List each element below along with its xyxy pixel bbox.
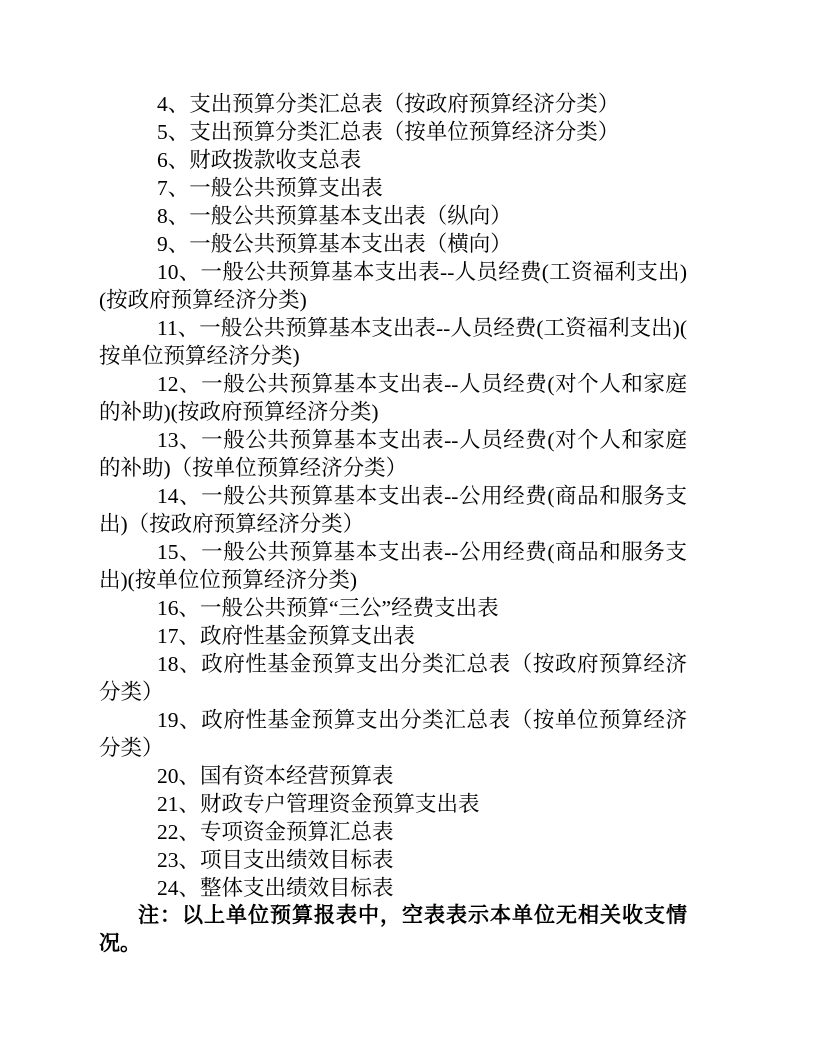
list-item-14: 14、一般公共预算基本支出表--公用经费(商品和服务支出)（按政府预算经济分类） <box>99 484 687 536</box>
list-item-19: 19、政府性基金预算支出分类汇总表（按单位预算经济分类） <box>99 708 687 760</box>
list-item-13: 13、一般公共预算基本支出表--人员经费(对个人和家庭的补助)（按单位预算经济分类） <box>99 428 687 480</box>
list-item-24: 24、整体支出绩效目标表 <box>157 876 394 900</box>
list-item-11: 11、一般公共预算基本支出表--人员经费(工资福利支出)(按单位预算经济分类) <box>99 316 687 368</box>
list-item-15: 15、一般公共预算基本支出表--公用经费(商品和服务支出)(按单位位预算经济分类) <box>99 540 687 592</box>
list-item-10: 10、一般公共预算基本支出表--人员经费(工资福利支出)(按政府预算经济分类) <box>99 260 687 312</box>
list-item-8: 8、一般公共预算基本支出表（纵向） <box>157 204 512 228</box>
list-item-21: 21、财政专户管理资金预算支出表 <box>157 792 480 816</box>
list-item-20: 20、国有资本经营预算表 <box>157 764 394 788</box>
list-item-16: 16、一般公共预算“三公”经费支出表 <box>157 596 499 620</box>
list-item-17: 17、政府性基金预算支出表 <box>157 624 416 648</box>
list-item-7: 7、一般公共预算支出表 <box>157 176 383 200</box>
list-item-18: 18、政府性基金预算支出分类汇总表（按政府预算经济分类） <box>99 652 687 704</box>
list-item-4: 4、支出预算分类汇总表（按政府预算经济分类） <box>157 92 620 116</box>
list-item-22: 22、专项资金预算汇总表 <box>157 820 394 844</box>
list-item-5: 5、支出预算分类汇总表（按单位预算经济分类） <box>157 120 620 144</box>
budget-table-list <box>99 90 687 958</box>
list-item-6: 6、财政拨款收支总表 <box>157 148 362 172</box>
list-item-9: 9、一般公共预算基本支出表（横向） <box>157 232 512 256</box>
list-item-12: 12、一般公共预算基本支出表--人员经费(对个人和家庭的补助)(按政府预算经济分类) <box>99 372 687 424</box>
list-item-23: 23、项目支出绩效目标表 <box>157 848 394 872</box>
note-line: 注：以上单位预算报表中，空表表示本单位无相关收支情况。 <box>99 904 687 955</box>
